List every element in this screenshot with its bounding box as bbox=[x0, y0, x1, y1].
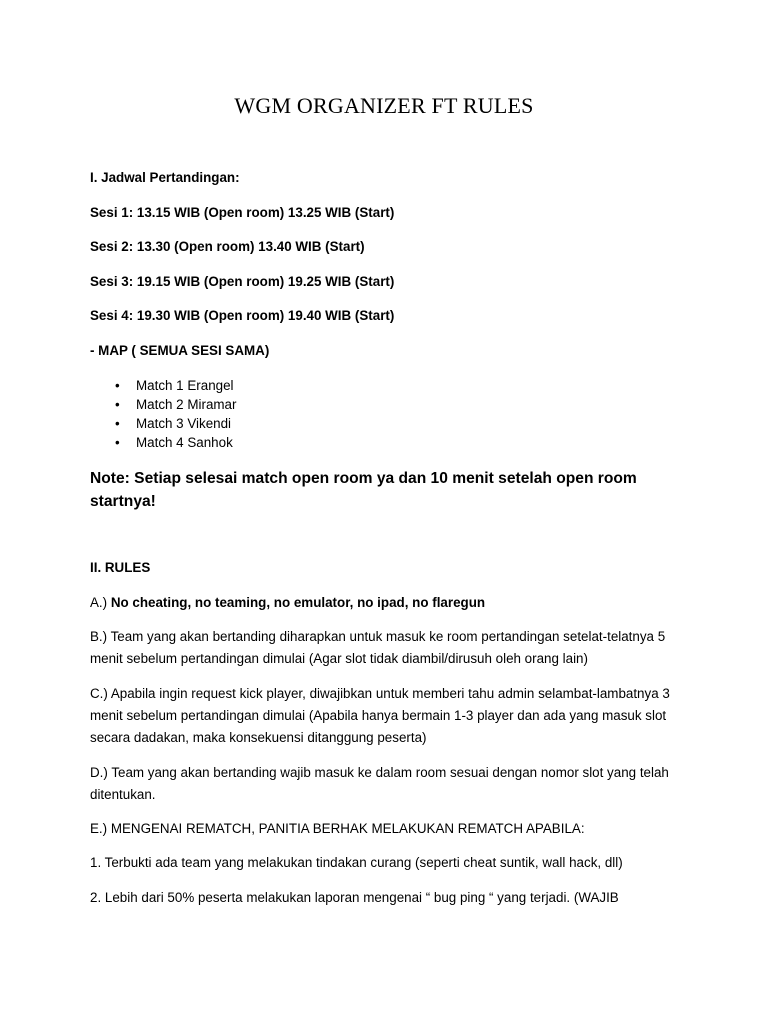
rule-a-prefix: A.) bbox=[90, 595, 111, 610]
rule-b: B.) Team yang akan bertanding diharapkan untuk masuk ke room pertandingan setelat-telatnya 5 menit sebelum pertandingan dimulai (Agar slot tidak diambil/dirusuh oleh orang lain) bbox=[90, 629, 666, 666]
list-item bbox=[90, 433, 236, 452]
match-label: Match 2 Miramar bbox=[136, 397, 237, 412]
list-item bbox=[90, 376, 236, 395]
document-title: WGM ORGANIZER FT RULES bbox=[234, 93, 534, 118]
schedule-note: Note: Setiap selesai match open room ya dan 10 menit setelah open room startnya! bbox=[90, 470, 637, 510]
match-label: Match 1 Erangel bbox=[136, 378, 234, 393]
bullet-icon: • bbox=[115, 435, 120, 450]
rule-a-text: No cheating, no teaming, no emulator, no ipad, no flaregun bbox=[110, 595, 486, 610]
bullet-icon: • bbox=[115, 416, 120, 431]
map-heading: - MAP ( SEMUA SESI SAMA) bbox=[90, 343, 270, 358]
match-label: Match 3 Vikendi bbox=[136, 416, 232, 431]
list-item bbox=[90, 414, 236, 433]
bullet-icon: • bbox=[115, 378, 120, 393]
rule-e2: 2. Lebih dari 50% peserta melakukan laporan mengenai “ bug ping “ yang terjadi. (WAJIB bbox=[90, 890, 619, 905]
rule-a bbox=[90, 595, 485, 610]
session-3: Sesi 3: 19.15 WIB (Open room) 19.25 WIB (Start) bbox=[90, 274, 395, 289]
list-item bbox=[90, 395, 236, 414]
rule-d: D.) Team yang akan bertanding wajib masuk ke dalam room sesuai dengan nomor slot yang telah ditentukan. bbox=[90, 765, 669, 802]
schedule-heading: I. Jadwal Pertandingan: bbox=[90, 170, 240, 185]
rule-c: C.) Apabila ingin request kick player, diwajibkan untuk memberi tahu admin selambat-lambatnya 3 menit sebelum pertandingan dimulai (Apabila hanya bermain 1-3 player dan ada yang masuk slot secara dadakan, maka konsekuensi ditanggung peserta) bbox=[90, 686, 670, 745]
rules-heading: II. RULES bbox=[90, 560, 151, 575]
rule-e1: 1. Terbukti ada team yang melakukan tindakan curang (seperti cheat suntik, wall hack, dll) bbox=[90, 855, 623, 870]
rule-e: E.) MENGENAI REMATCH, PANITIA BERHAK MELAKUKAN REMATCH APABILA: bbox=[90, 821, 585, 836]
match-list bbox=[90, 376, 236, 452]
match-label: Match 4 Sanhok bbox=[136, 435, 233, 450]
session-4: Sesi 4: 19.30 WIB (Open room) 19.40 WIB (Start) bbox=[90, 308, 395, 323]
bullet-icon: • bbox=[115, 397, 120, 412]
session-2: Sesi 2: 13.30 (Open room) 13.40 WIB (Start) bbox=[90, 239, 365, 254]
session-1: Sesi 1: 13.15 WIB (Open room) 13.25 WIB (Start) bbox=[90, 205, 395, 220]
